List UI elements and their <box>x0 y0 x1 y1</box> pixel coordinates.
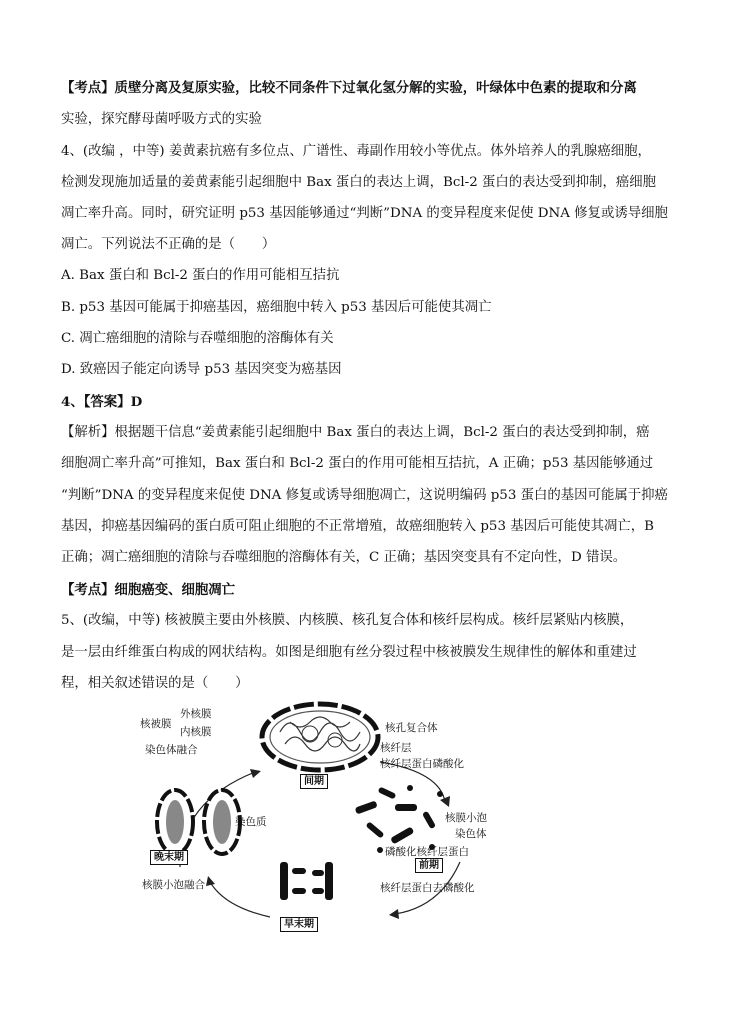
late-telophase-nuclei <box>157 790 240 854</box>
arrow-early-to-late <box>210 882 270 917</box>
label-nuclear-pore-complex: 核孔复合体 <box>385 722 438 734</box>
label-nuclear-envelope: 核被膜 <box>140 718 172 730</box>
early-telophase-fragments <box>280 862 333 900</box>
interphase-nucleus <box>262 704 378 770</box>
kaodian-prev-line1: 【考点】质壁分离及复原实验，比较不同条件下过氧化氢分解的实验，叶绿体中色素的提取和分离 <box>61 80 637 96</box>
label-chromosome: 染色体 <box>455 828 487 840</box>
q4-option-d: D. 致癌因子能定向诱导 p53 基因突变为癌基因 <box>61 362 342 377</box>
label-nuclear-lamina: 核纤层 <box>380 742 412 754</box>
q4-kaodian: 【考点】细胞癌变、细胞凋亡 <box>61 582 236 598</box>
prophase-fragments <box>355 785 443 853</box>
label-inner-membrane: 内核膜 <box>180 726 212 738</box>
arrowhead <box>389 909 399 919</box>
label-vesicle-fusion: 核膜小泡融合 <box>142 879 205 891</box>
q4-analysis-5: 正确；凋亡癌细胞的清除与吞噬细胞的溶酶体有关，C 正确；基因突变具有不定向性，D 错误。 <box>61 550 627 565</box>
kaodian-prev-line2: 实验，探究酵母菌呼吸方式的实验 <box>61 112 262 127</box>
q4-option-c: C. 凋亡癌细胞的清除与吞噬细胞的溶酶体有关 <box>61 331 334 346</box>
label-chromosome-fusion: 染色体融合 <box>145 744 198 756</box>
phase-prophase: 前期 <box>415 858 443 873</box>
phase-late-telophase: 晚末期 <box>150 850 188 865</box>
q4-analysis-1: 【解析】根据题干信息“姜黄素能引起细胞中 Bax 蛋白的表达上调，Bcl-2 蛋白的表达受到抑制，癌 <box>61 425 650 440</box>
phase-interphase: 间期 <box>300 774 328 789</box>
q5-line-2: 是一层由纤维蛋白构成的网状结构。如图是细胞有丝分裂过程中核被膜发生规律性的解体和重建过 <box>61 645 637 660</box>
q4-line-4: 凋亡。下列说法不正确的是（ ） <box>61 237 276 252</box>
label-vesicle: 核膜小泡 <box>445 812 487 824</box>
q4-option-b: B. p53 基因可能属于抑癌基因，癌细胞中转入 p53 基因后可能使其凋亡 <box>61 300 492 315</box>
q4-analysis-2: 细胞凋亡率升高”可推知，Bax 蛋白和 Bcl-2 蛋白的作用可能相互拮抗，A 正确；p53 基因能够通过 <box>61 456 654 471</box>
q4-line-1: 4、(改编 ，中等) 姜黄素抗癌有多位点、广谱性、毒副作用较小等优点。体外培养人的乳腺癌细胞， <box>61 144 651 159</box>
arrowhead <box>250 769 261 778</box>
q4-analysis-4: 基因，抑癌基因编码的蛋白质可阻止细胞的不正常增殖，故癌细胞转入 p53 基因后可能使其凋亡，B <box>61 519 654 534</box>
label-phosphorylated-lamina: 磷酸化核纤层蛋白 <box>385 846 469 858</box>
label-lamina-phosphorylation: 核纤层蛋白磷酸化 <box>380 758 464 770</box>
q5-line-3: 程，相关叙述错误的是（ ） <box>61 676 249 691</box>
q4-answer: 4、【答案】D <box>61 394 143 410</box>
q4-analysis-3: “判断”DNA 的变异程度来促使 DNA 修复或诱导细胞凋亡，这说明编码 p53 蛋白的基因可能属于抑癌 <box>61 488 668 503</box>
q4-line-2: 检测发现施加适量的姜黄素能引起细胞中 Bax 蛋白的表达上调，Bcl-2 蛋白的表达受到抑制，癌细胞 <box>61 175 657 190</box>
label-outer-membrane: 外核膜 <box>180 708 212 720</box>
q5-line-1: 5、(改编，中等) 核被膜主要由外核膜、内核膜、核孔复合体和核纤层构成。核纤层紧贴内核膜， <box>61 613 634 628</box>
label-dephosphorylation: 核纤层蛋白去磷酸化 <box>380 882 475 894</box>
arrowhead <box>206 876 215 886</box>
arrowhead <box>440 796 450 807</box>
phase-early-telophase: 早末期 <box>280 917 318 932</box>
label-chromatin: 染色质 <box>235 816 267 828</box>
q4-line-3: 凋亡率升高。同时，研究证明 p53 基因能够通过“判断”DNA 的变异程度来促使 DNA 修复或诱导细胞 <box>61 206 668 221</box>
q4-option-a: A. Bax 蛋白和 Bcl-2 蛋白的作用可能相互拮抗 <box>61 268 340 283</box>
nuclear-envelope-cycle-diagram <box>140 692 520 937</box>
